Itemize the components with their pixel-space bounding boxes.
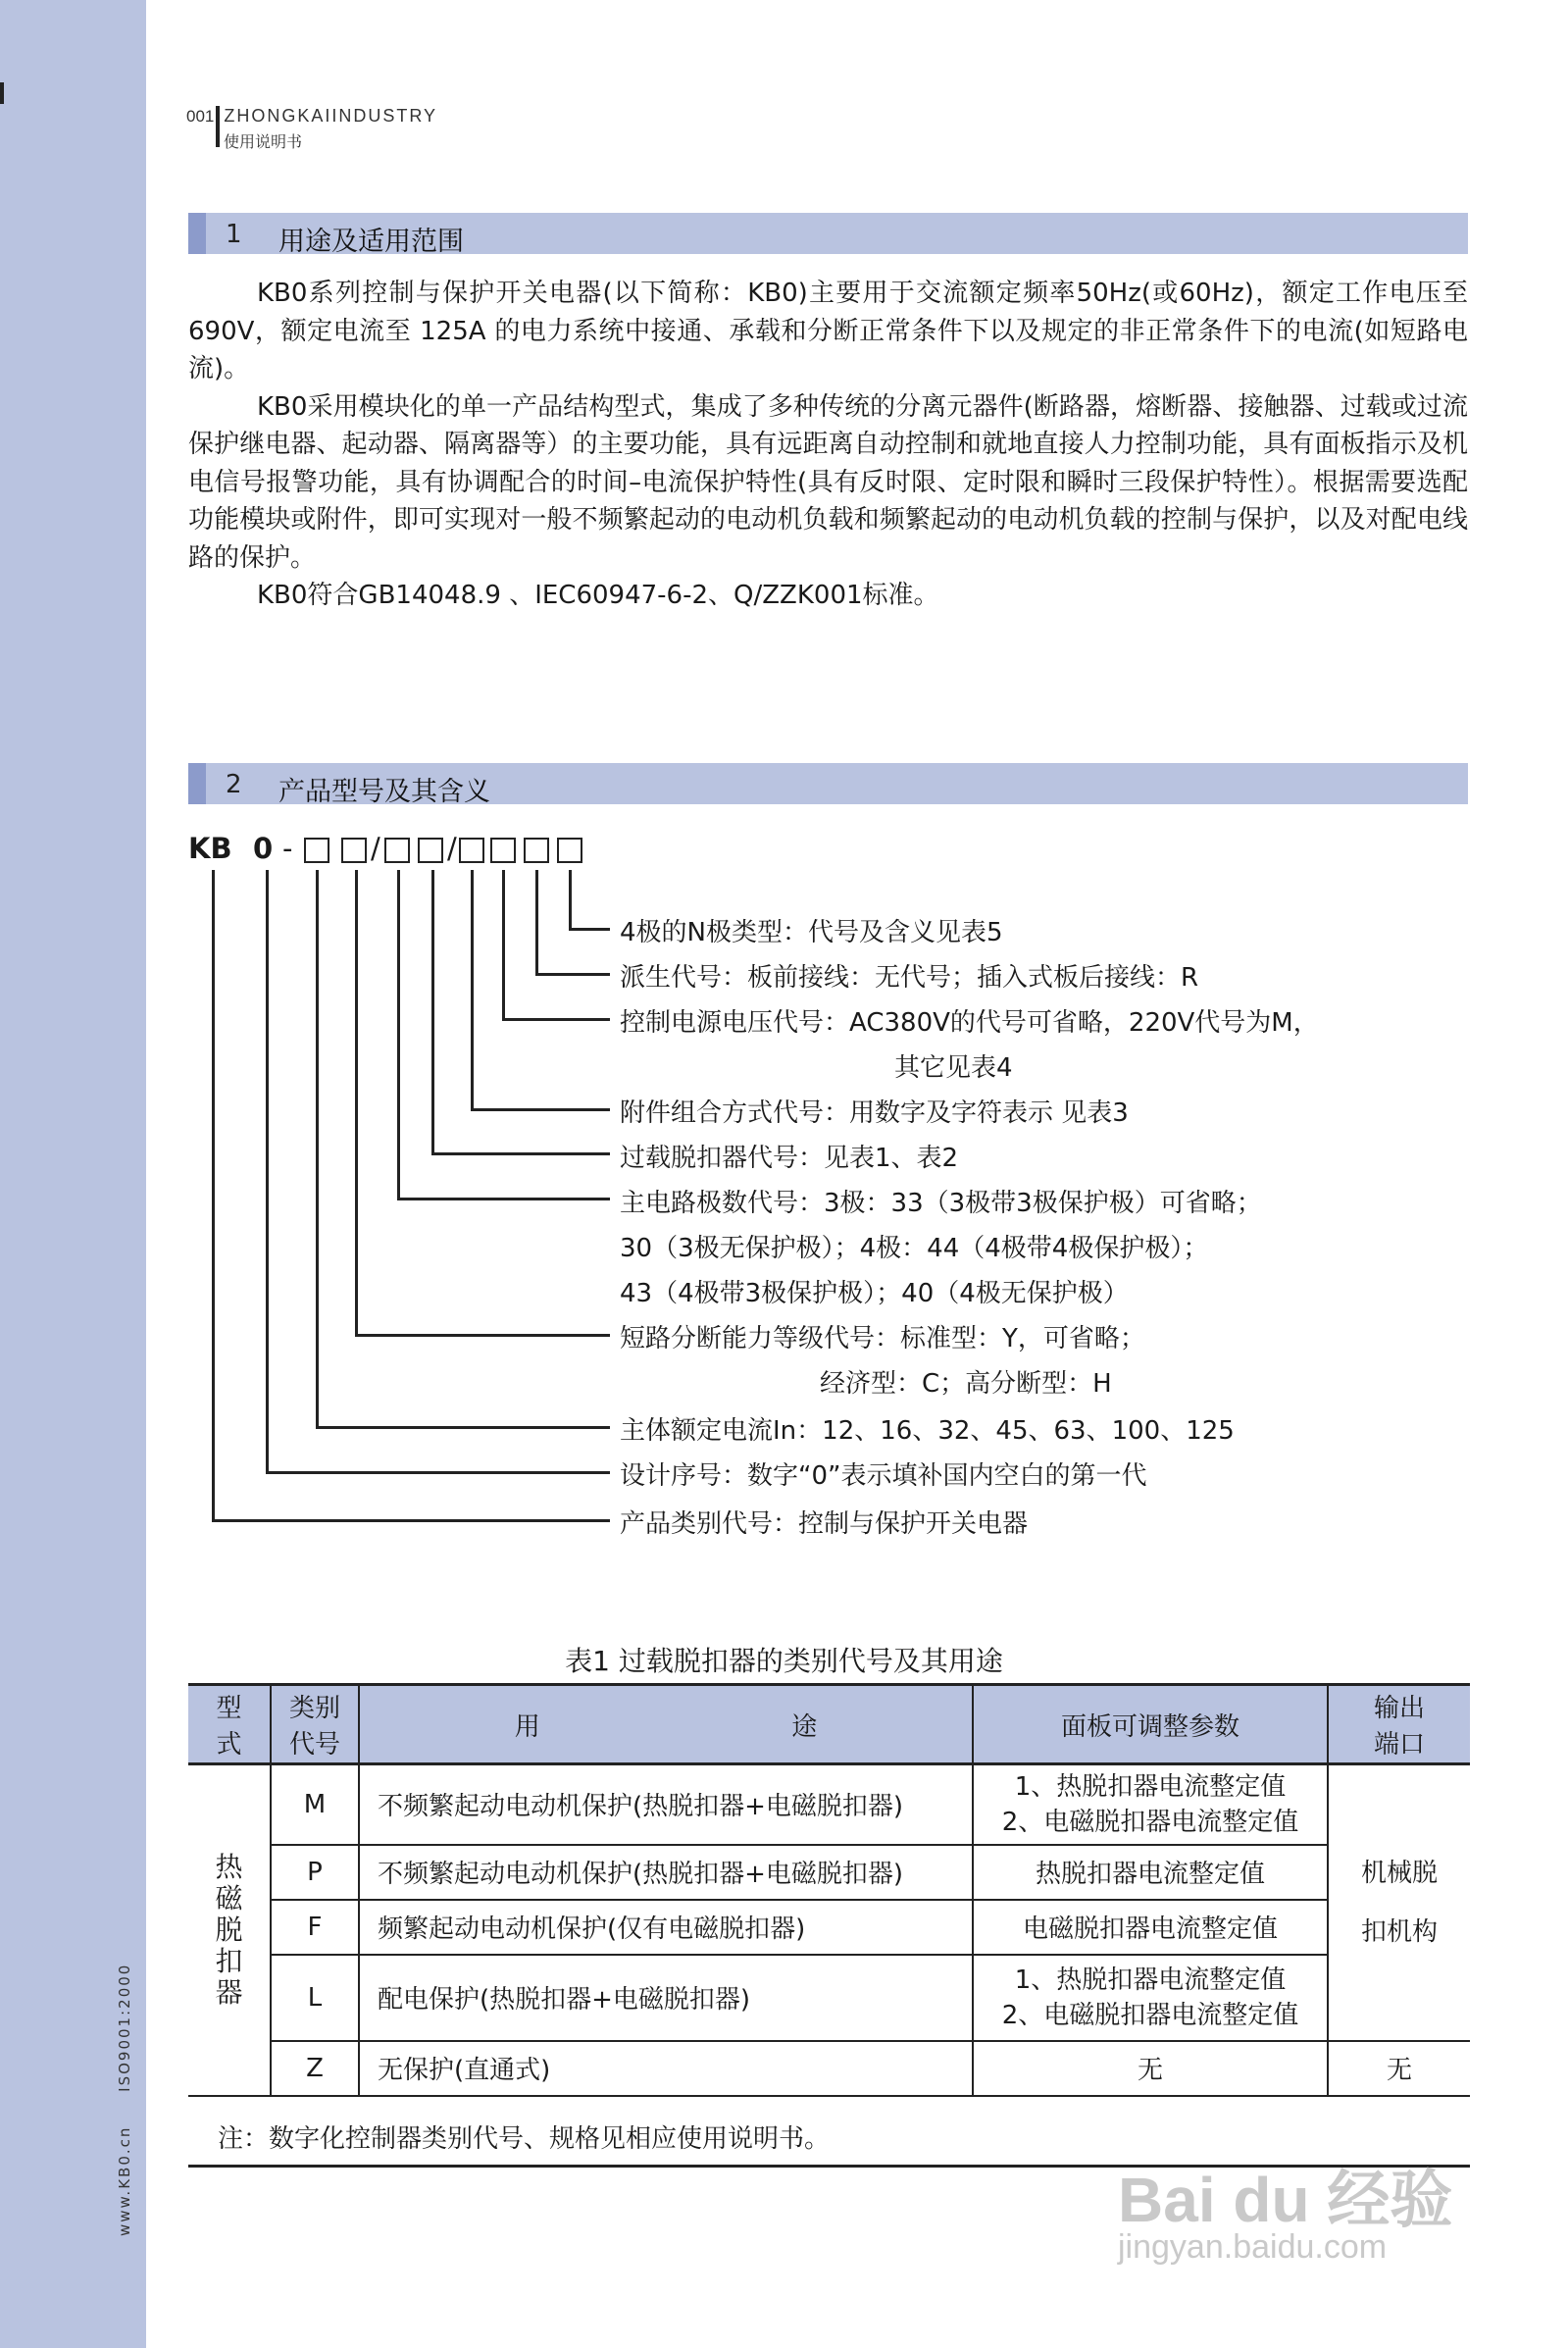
params-cell	[973, 1764, 1328, 1845]
use-cell: 不频繁起动电动机保护(热脱扣器+电磁脱扣器)	[359, 1764, 973, 1845]
code-box	[384, 838, 410, 863]
output-cell	[1328, 1764, 1470, 2041]
use-cell: 无保护(直通式)	[359, 2041, 973, 2096]
header-divider	[216, 106, 220, 147]
header-subtitle: 使用说明书	[224, 134, 303, 151]
watermark-logo: Bai du 经验	[1118, 2165, 1453, 2235]
sidebar-mark	[0, 82, 4, 104]
leader-line	[316, 1426, 610, 1429]
leader-line	[569, 928, 610, 931]
col-header-output: 输出端口	[1328, 1685, 1470, 1764]
leader-line	[502, 870, 505, 1020]
leader-line	[535, 973, 610, 976]
param-line: 2、电磁脱扣器电流整定值	[1001, 1807, 1299, 1837]
leader-line	[431, 1152, 610, 1155]
paragraph: KB0符合GB14048.9 、IEC60947-6-2、Q/ZZK001标准。	[257, 581, 939, 610]
page-number: 001	[186, 107, 215, 126]
brand-name: ZHONGKAIINDUSTRY	[224, 106, 438, 126]
page-header	[186, 106, 438, 151]
legend-item: 30（3极无保护极）；4极：44（4极带4极保护极）；	[620, 1234, 1209, 1263]
type-cell: 热磁脱扣器	[188, 1764, 271, 2096]
legend-item: 控制电源电压代号：AC380V的代号可省略，220V代号为M，	[620, 1008, 1319, 1038]
use-cell: 不频繁起动电动机保护(热脱扣器+电磁脱扣器)	[359, 1845, 973, 1900]
legend-item: 过载脱扣器代号：见表1、表2	[620, 1144, 959, 1173]
section-accent	[188, 763, 206, 804]
params-cell	[973, 1955, 1328, 2041]
leader-line	[535, 870, 538, 975]
code-slash: /	[447, 832, 457, 865]
leader-line	[502, 1018, 610, 1021]
param-line: 1、热脱扣器电流整定值	[1014, 1965, 1287, 1995]
col-header-params: 面板可调整参数	[973, 1685, 1328, 1764]
leader-line	[397, 870, 400, 1200]
legend-item: 主体额定电流In：12、16、32、45、63、100、125	[620, 1416, 1235, 1446]
col-header-type: 型式	[188, 1685, 271, 1764]
code-cell: P	[271, 1845, 359, 1900]
leader-line	[266, 870, 269, 1473]
paragraph: KB0系列控制与保护开关电器(以下简称：KB0)主要用于交流额定频率50Hz(或60Hz)，额定工作电压至 690V，额定电流至 125A 的电力系统中接通、承载和分断正常条件下以及规定的非正常条件下的电流(如短路电流)。	[188, 279, 1468, 383]
legend-item: 其它见表4	[894, 1053, 1013, 1083]
output-line: 机械脱	[1360, 1858, 1438, 1888]
legend-item: 派生代号：板前接线：无代号；插入式板后接线：R	[620, 963, 1199, 993]
paragraph: KB0采用模块化的单一产品结构型式，集成了多种传统的分离元器件(断路器，熔断器、接触器、过载或过流保护继电器、起动器、隔离器等）的主要功能，具有远距离自动控制和就地直接人力控制功能，具有面板指示及机电信号报警功能，具有协调配合的时间–电流保护特性(具有反时限、定时限和瞬时三段保护特性）。根据需要选配功能模块或附件，即可实现对一般不频繁起动的电动机负载和频繁起动的电动机负载的控制与保护，以及对配电线路的保护。	[188, 391, 1468, 573]
sidebar-vertical-text	[116, 1936, 133, 2236]
leader-line	[397, 1198, 610, 1200]
output-line: 扣机构	[1360, 1916, 1438, 1947]
leader-line	[355, 1334, 610, 1337]
params-cell: 无	[973, 2041, 1328, 2096]
legend-item: 附件组合方式代号：用数字及字符表示 见表3	[620, 1098, 1129, 1128]
output-cell: 无	[1328, 2041, 1470, 2096]
sidebar-iso: ISO9001:2000	[116, 1963, 133, 2092]
trip-unit-table	[188, 1683, 1470, 2097]
legend-item: 主电路极数代号：3极：33（3极带3极保护极）可省略；	[620, 1189, 1262, 1218]
legend-item: 设计序号：数字“0”表示填补国内空白的第一代	[620, 1461, 1147, 1491]
section-1-heading	[188, 213, 1468, 257]
legend-item: 产品类别代号：控制与保护开关电器	[620, 1509, 1029, 1539]
leader-line	[471, 870, 474, 1110]
code-box	[341, 838, 367, 863]
code-box	[490, 838, 516, 863]
params-cell: 热脱扣器电流整定值	[973, 1845, 1328, 1900]
section-accent	[188, 213, 206, 254]
legend-item: 4极的N极类型：代号及含义见表5	[620, 918, 1003, 947]
params-cell: 电磁脱扣器电流整定值	[973, 1900, 1328, 1955]
watermark-url: jingyan.baidu.com	[1118, 2228, 1388, 2266]
table-row	[188, 1900, 1470, 1955]
leader-line	[569, 870, 572, 930]
section-number: 2	[226, 770, 242, 799]
section-1-body	[188, 275, 1468, 615]
leader-line	[316, 870, 319, 1428]
leader-line	[355, 870, 358, 1336]
table-note: 注：数字化控制器类别代号、规格见相应使用说明书。	[218, 2124, 831, 2154]
legend-item: 43（4极带3极保护极）；40（4极无保护极）	[620, 1279, 1129, 1308]
code-cell: M	[271, 1764, 359, 1845]
code-dash: -	[282, 832, 293, 865]
table-row	[188, 2041, 1470, 2096]
use-cell: 频繁起动电动机保护(仅有电磁脱扣器)	[359, 1900, 973, 1955]
code-cell: F	[271, 1900, 359, 1955]
code-box	[304, 838, 329, 863]
col-header-code: 类别代号	[271, 1685, 359, 1764]
table-caption: 表1 过载脱扣器的类别代号及其用途	[565, 1645, 1003, 1677]
leader-line	[431, 870, 434, 1154]
use-cell: 配电保护(热脱扣器+电磁脱扣器)	[359, 1955, 973, 2041]
leader-line	[471, 1108, 610, 1111]
code-box	[557, 838, 582, 863]
code-box	[459, 838, 484, 863]
table-row	[188, 1845, 1470, 1900]
col-header-use	[359, 1685, 973, 1764]
code-slash: /	[371, 832, 380, 865]
legend-item: 短路分断能力等级代号：标准型：Y，可省略；	[620, 1324, 1145, 1353]
param-line: 1、热脱扣器电流整定值	[1014, 1771, 1287, 1802]
code-cell: Z	[271, 2041, 359, 2096]
section-title: 产品型号及其含义	[278, 777, 490, 807]
col-header-use-a: 用	[514, 1711, 540, 1742]
code-box	[418, 838, 443, 863]
table-row	[188, 1764, 1470, 1845]
section-2-heading	[188, 763, 1468, 807]
table-row	[188, 1955, 1470, 2041]
leader-line	[212, 870, 215, 1521]
leader-line	[212, 1519, 610, 1522]
col-header-use-b: 途	[791, 1711, 818, 1742]
code-box	[524, 838, 549, 863]
legend-item: 经济型：C；高分断型：H	[820, 1369, 1112, 1399]
section-title: 用途及适用范围	[278, 227, 464, 257]
section-number: 1	[226, 220, 242, 249]
code-zero: 0	[253, 832, 274, 865]
code-cell: L	[271, 1955, 359, 2041]
code-prefix: KB	[188, 832, 232, 865]
sidebar-url: www.KB0.cn	[116, 2125, 133, 2236]
table-header-row	[188, 1685, 1470, 1764]
leader-line	[266, 1471, 610, 1474]
param-line: 2、电磁脱扣器电流整定值	[1001, 2000, 1299, 2030]
